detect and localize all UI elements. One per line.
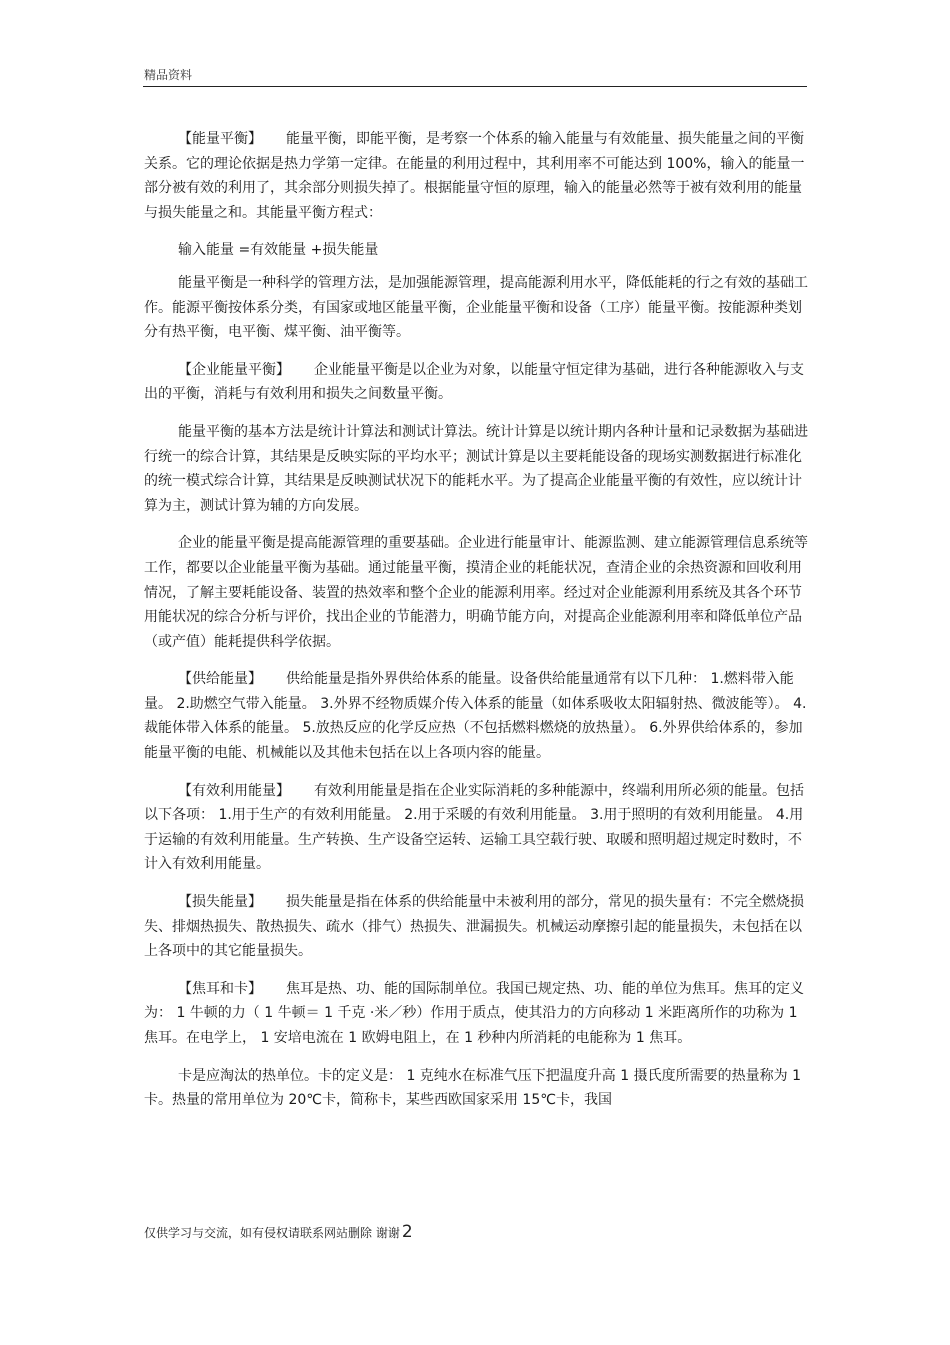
paragraph-text: 企业的能量平衡是提高能源管理的重要基础。企业进行能量审计、能源监测、建立能源管理信息系统等工作，都要以企业能量平衡为基础。通过能量平衡，摸清企业的耗能状况，查清企业的余热资源和回收利用情况，了解主要耗能设备、装置的热效率和整个企业的能源利用率。经过对企业能源利用系统及其各个环节用能状况的综合分析与评价，找出企业的节能潜力，明确节能方向，对提高企业能源利用率和降低单位产品（或产值）能耗提供科学依据。 <box>144 535 808 650</box>
term-label: 【损失能量】 <box>178 894 262 911</box>
paragraph-energy-balance <box>144 127 808 225</box>
paragraph-text: 能量平衡，即能平衡，是考察一个体系的输入能量与有效能量、损失能量之间的平衡关系。它的理论依据是热力学第一定律。在能量的利用过程中，其利用率不可能达到 100%，输入的能量一部分被有效的利用了，其余部分则损失掉了。根据能量守恒的原理，输入的能量必然等于被有效利用的能量与损失能量之和。其能量平衡方程式： <box>144 131 805 221</box>
paragraph-text: 供给能量是指外界供给体系的能量。设备供给能量通常有以下几种： 1.燃料带入能量。 2.助燃空气带入能量。 3.外界不经物质媒介传入体系的能量（如体系吸收太阳辐射热、微波能等）。 4.裁能体带入体系的能量。 5.放热反应的化学反应热（不包括燃料燃烧的放热量）。 6.外界供给体系的，参加能量平衡的电能、机械能以及其他未包括在以上各项内容的能量。 <box>144 671 807 762</box>
paragraph-basic-methods <box>144 420 808 518</box>
header-label: 精品资料 <box>144 68 193 82</box>
paragraph-text: 能量平衡的基本方法是统计计算法和测试计算法。统计计算是以统计期内各种计量和记录数据为基础进行统一的综合计算，其结果是反映实际的平均水平；测试计算是以主要耗能设备的现场实测数据进行标准化的统一模式综合计算，其结果是反映测试状况下的能耗水平。为了提高企业能量平衡的有效性，应以统计计算为主，测试计算为辅的方向发展。 <box>144 423 808 514</box>
term-label: 【有效利用能量】 <box>178 782 290 799</box>
header-rule <box>143 86 807 87</box>
page-number: 2 <box>401 1222 413 1242</box>
paragraph-enterprise-balance <box>144 358 808 407</box>
paragraph-text: 能量平衡是一种科学的管理方法，是加强能源管理，提高能源利用水平，降低能耗的行之有效的基础工作。能源平衡按体系分类，有国家或地区能量平衡，企业能量平衡和设备（工序）能量平衡。按能源种类划分有热平衡，电平衡、煤平衡、油平衡等。 <box>144 274 808 341</box>
page-footer <box>144 1222 413 1242</box>
paragraph-calorie-definition <box>144 1064 808 1113</box>
paragraph-importance <box>144 531 808 654</box>
paragraph-effective-energy <box>144 779 808 877</box>
paragraph-supplied-energy <box>144 667 808 765</box>
equation-text: 输入能量 =有效能量 +损失能量 <box>178 242 379 259</box>
document-body <box>144 127 808 1126</box>
paragraph-text: 焦耳是热、功、能的国际制单位。我国已规定热、功、能的单位为焦耳。焦耳的定义为： 1 牛顿的力（ 1 牛顿＝ 1 千克 ·米／秒）作用于质点，使其沿力的方向移动 1 米距离所作的功称为 1 焦耳。在电学上， 1 安培电流在 1 欧姆电阻上，在 1 秒种内所消耗的电能称为 1 焦耳。 <box>144 980 804 1046</box>
paragraph-joule-calorie <box>144 977 808 1051</box>
paragraph-text: 企业能量平衡是以企业为对象，以能量守恒定律为基础，进行各种能源收入与支出的平衡，消耗与有效利用和损失之间数量平衡。 <box>144 361 804 403</box>
paragraph-text: 有效利用能量是指在企业实际消耗的多种能源中，终端利用所必须的能量。包括以下各项： 1.用于生产的有效利用能量。 2.用于采暖的有效利用能量。 3.用于照明的有效利用能量。 4.用于运输的有效利用能量。生产转换、生产设备空运转、运输工具空载行驶、取暖和照明超过规定时数时，不计入有效利用能量。 <box>144 782 804 873</box>
paragraph-lost-energy <box>144 890 808 964</box>
footer-text: 仅供学习与交流，如有侵权请联系网站删除 谢谢 <box>144 1226 400 1240</box>
paragraph-management-method <box>144 271 808 345</box>
paragraph-text: 损失能量是指在体系的供给能量中未被利用的部分，常见的损失量有：不完全燃烧损失、排烟热损失、散热损失、疏水（排气）热损失、泄漏损失。机械运动摩擦引起的能量损失，未包括在以上各项中的其它能量损失。 <box>144 894 804 960</box>
term-label: 【焦耳和卡】 <box>178 980 262 997</box>
paragraph-text: 卡是应淘汰的热单位。卡的定义是： 1 克纯水在标准气压下把温度升高 1 摄氏度所需要的热量称为 1 卡。热量的常用单位为 20℃卡，简称卡，某些西欧国家采用 15℃卡，我国 <box>144 1067 801 1109</box>
term-label: 【企业能量平衡】 <box>178 361 290 378</box>
term-label: 【供给能量】 <box>178 671 262 688</box>
paragraph-equation <box>144 238 808 263</box>
term-label: 【能量平衡】 <box>178 131 262 147</box>
